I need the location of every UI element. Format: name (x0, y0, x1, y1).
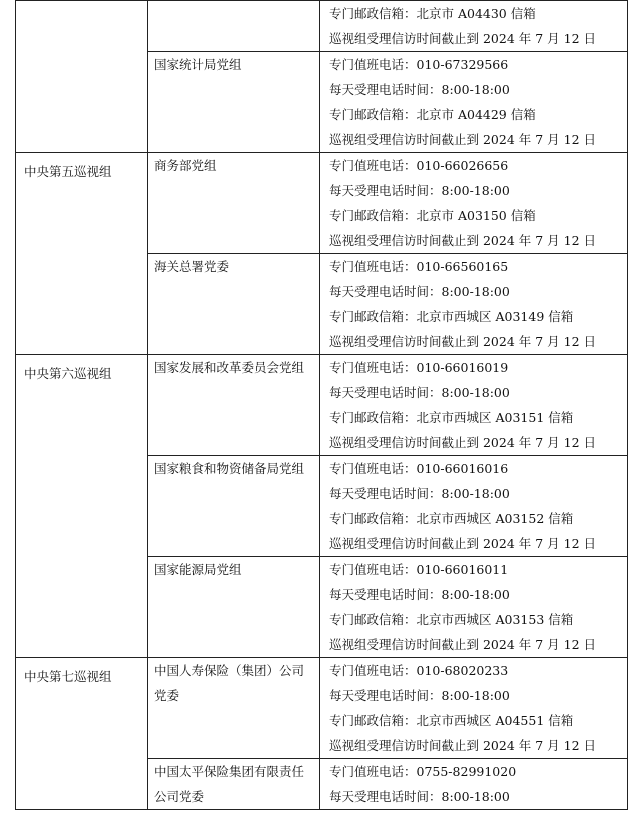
contact-info-cell (320, 52, 628, 153)
contact-info-cell (320, 1, 628, 52)
contact-line: 专门值班电话：010-66016019 (329, 360, 509, 375)
contact-line: 专门邮政信箱：北京市西城区 A03152 信箱 (329, 511, 574, 526)
contact-line: 每天受理电话时间：8:00-18:00 (329, 385, 510, 400)
inspected-unit-name: 中国太平保险集团有限责任公司党委 (154, 764, 305, 804)
contact-line: 专门值班电话：0755-82991020 (329, 764, 517, 779)
inspection-group-cell: 中央第七巡视组 (16, 658, 148, 810)
contact-line: 巡视组受理信访时间截止到 2024 年 7 月 12 日 (329, 132, 597, 147)
table-row (16, 153, 628, 254)
inspected-unit-cell (148, 557, 320, 658)
contact-line: 每天受理电话时间：8:00-18:00 (329, 789, 510, 804)
contact-line: 巡视组受理信访时间截止到 2024 年 7 月 12 日 (329, 233, 597, 248)
contact-line: 专门邮政信箱：北京市西城区 A04551 信箱 (329, 713, 574, 728)
inspected-unit-name: 中国人寿保险（集团）公司党委 (154, 663, 305, 703)
contact-line: 专门邮政信箱：北京市 A04430 信箱 (329, 6, 536, 21)
contact-info-cell (320, 557, 628, 658)
contact-line: 每天受理电话时间：8:00-18:00 (329, 284, 510, 299)
contact-line: 专门值班电话：010-66016016 (329, 461, 509, 476)
contact-line: 专门值班电话：010-66560165 (329, 259, 509, 274)
table-row (16, 658, 628, 759)
inspected-unit-name: 国家发展和改革委员会党组 (154, 360, 305, 375)
inspected-unit-name: 国家能源局党组 (154, 562, 242, 577)
contact-line: 巡视组受理信访时间截止到 2024 年 7 月 12 日 (329, 536, 597, 551)
contact-line: 专门邮政信箱：北京市 A03150 信箱 (329, 208, 536, 223)
contact-line: 每天受理电话时间：8:00-18:00 (329, 587, 510, 602)
inspected-unit-name: 国家统计局党组 (154, 57, 242, 72)
table-row (16, 1, 628, 52)
contact-line: 巡视组受理信访时间截止到 2024 年 7 月 12 日 (329, 31, 597, 46)
contact-info-cell (320, 456, 628, 557)
inspected-unit-cell (148, 254, 320, 355)
inspected-unit-cell (148, 355, 320, 456)
inspection-group-cell (16, 1, 148, 153)
contact-line: 巡视组受理信访时间截止到 2024 年 7 月 12 日 (329, 738, 597, 753)
contact-info-cell (320, 355, 628, 456)
contact-line: 专门值班电话：010-66026656 (329, 158, 509, 173)
contact-line: 每天受理电话时间：8:00-18:00 (329, 183, 510, 198)
inspection-group-cell: 中央第五巡视组 (16, 153, 148, 355)
inspection-group-cell: 中央第六巡视组 (16, 355, 148, 658)
contact-info-cell (320, 658, 628, 759)
inspected-unit-cell (148, 456, 320, 557)
contact-line: 每天受理电话时间：8:00-18:00 (329, 688, 510, 703)
inspection-contact-table (15, 0, 628, 810)
contact-line: 专门值班电话：010-66016011 (329, 562, 509, 577)
contact-line: 巡视组受理信访时间截止到 2024 年 7 月 12 日 (329, 435, 597, 450)
contact-line: 每天受理电话时间：8:00-18:00 (329, 486, 510, 501)
contact-line: 专门邮政信箱：北京市西城区 A03151 信箱 (329, 410, 574, 425)
inspected-unit-cell (148, 759, 320, 810)
inspected-unit-cell (148, 153, 320, 254)
table-row (16, 355, 628, 456)
inspected-unit-cell (148, 658, 320, 759)
contact-line: 每天受理电话时间：8:00-18:00 (329, 82, 510, 97)
inspected-unit-name: 海关总署党委 (154, 259, 230, 274)
inspected-unit-name: 国家粮食和物资储备局党组 (154, 461, 305, 476)
contact-line: 专门值班电话：010-67329566 (329, 57, 509, 72)
contact-info-cell (320, 153, 628, 254)
contact-info-cell (320, 254, 628, 355)
contact-info-cell (320, 759, 628, 810)
table-body (16, 1, 628, 810)
contact-line: 巡视组受理信访时间截止到 2024 年 7 月 12 日 (329, 637, 597, 652)
inspected-unit-cell (148, 52, 320, 153)
contact-line: 专门邮政信箱：北京市西城区 A03149 信箱 (329, 309, 574, 324)
contact-line: 专门值班电话：010-68020233 (329, 663, 509, 678)
contact-line: 专门邮政信箱：北京市西城区 A03153 信箱 (329, 612, 574, 627)
inspected-unit-name: 商务部党组 (154, 158, 217, 173)
contact-line: 专门邮政信箱：北京市 A04429 信箱 (329, 107, 536, 122)
inspected-unit-cell (148, 1, 320, 52)
contact-line: 巡视组受理信访时间截止到 2024 年 7 月 12 日 (329, 334, 597, 349)
